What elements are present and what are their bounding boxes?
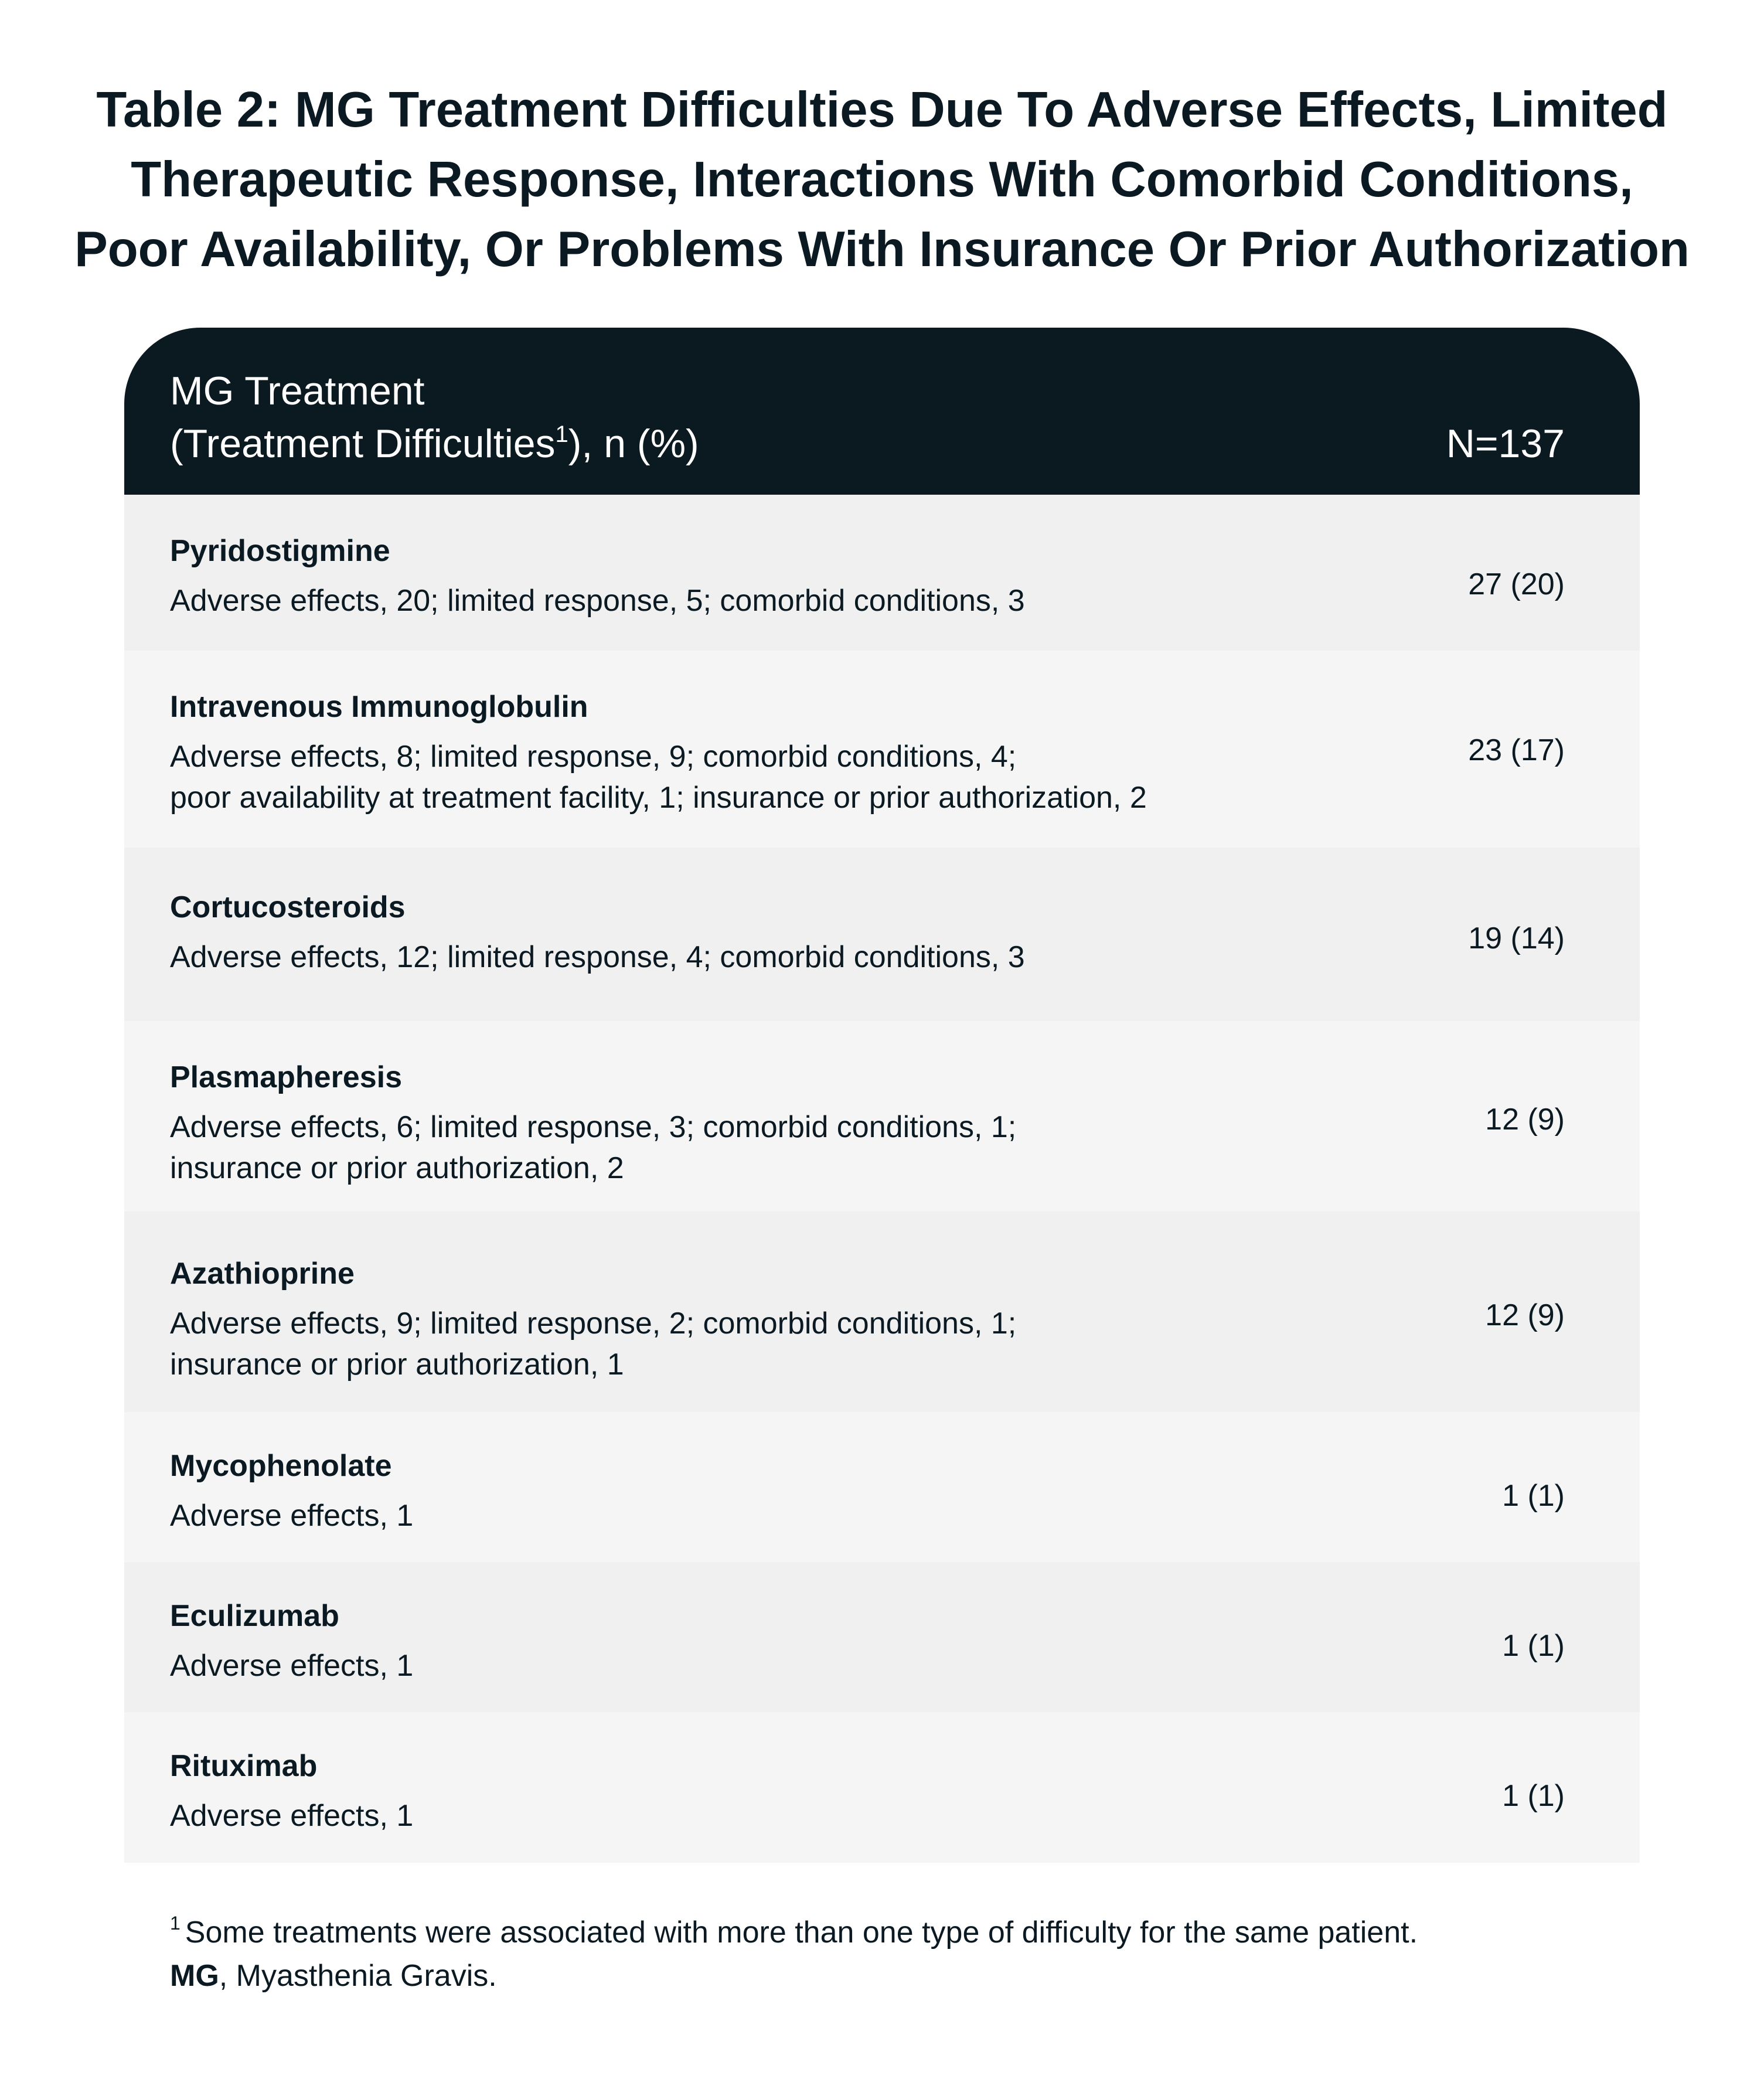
drug-name: Eculizumab bbox=[170, 1599, 339, 1633]
abbreviation-definition: , Myasthenia Gravis. bbox=[219, 1959, 497, 1993]
difficulty-description bbox=[170, 1303, 1312, 1385]
drug-name: Rituximab bbox=[170, 1749, 318, 1783]
difficulty-description bbox=[170, 1645, 1312, 1686]
drug-name: Intravenous Immunoglobulin bbox=[170, 690, 588, 724]
treatment-table bbox=[124, 328, 1640, 1863]
difficulty-description bbox=[170, 937, 1312, 978]
table-row bbox=[124, 1412, 1640, 1562]
description-line: Adverse effects, 12; limited response, 4; comorbid conditions, 3 bbox=[170, 940, 1025, 974]
drug-name: Mycophenolate bbox=[170, 1449, 392, 1483]
table-row bbox=[124, 651, 1640, 848]
count-percent: 12 (9) bbox=[1485, 1298, 1565, 1332]
abbreviation-term: MG bbox=[170, 1959, 219, 1993]
description-line: Adverse effects, 6; limited response, 3; comorbid conditions, 1; bbox=[170, 1110, 1017, 1144]
count-percent: 12 (9) bbox=[1485, 1103, 1565, 1137]
description-line: Adverse effects, 1 bbox=[170, 1499, 414, 1533]
description-line: Adverse effects, 9; limited response, 2; comorbid conditions, 1; bbox=[170, 1307, 1017, 1341]
difficulty-description bbox=[170, 1495, 1312, 1536]
difficulty-description bbox=[170, 1107, 1312, 1189]
table-footnote bbox=[170, 1911, 1418, 1998]
table-row bbox=[124, 1212, 1640, 1412]
title-line: Table 2: MG Treatment Difficulties Due To Adverse Effects, Limited bbox=[96, 82, 1668, 138]
title-line: Poor Availability, Or Problems With Insurance Or Prior Authorization bbox=[74, 222, 1690, 277]
drug-name: Cortucosteroids bbox=[170, 890, 406, 924]
count-percent: 19 (14) bbox=[1468, 921, 1565, 955]
count-percent: 1 (1) bbox=[1502, 1479, 1565, 1513]
count-percent: 1 (1) bbox=[1502, 1629, 1565, 1663]
description-line: Adverse effects, 20; limited response, 5; comorbid conditions, 3 bbox=[170, 584, 1025, 618]
footnote-line bbox=[170, 1911, 1418, 1954]
abbreviation-line bbox=[170, 1954, 1418, 1998]
description-line: insurance or prior authorization, 2 bbox=[170, 1151, 624, 1185]
table-row bbox=[124, 848, 1640, 1021]
footnote-marker: 1 bbox=[170, 1913, 181, 1934]
table-row bbox=[124, 1021, 1640, 1212]
header-label-prefix: (Treatment Difficulties bbox=[170, 421, 556, 466]
drug-name: Pyridostigmine bbox=[170, 534, 390, 568]
description-line: poor availability at treatment facility, 1; insurance or prior authorization, 2 bbox=[170, 781, 1147, 815]
difficulty-description bbox=[170, 1795, 1312, 1836]
count-percent: 1 (1) bbox=[1502, 1779, 1565, 1813]
description-line: Adverse effects, 1 bbox=[170, 1799, 414, 1833]
header-label-line2 bbox=[170, 419, 699, 468]
difficulty-description bbox=[170, 580, 1312, 621]
table-row bbox=[124, 1712, 1640, 1863]
header-label-suffix: ), n (%) bbox=[568, 421, 699, 466]
description-line: insurance or prior authorization, 1 bbox=[170, 1348, 624, 1382]
footnote-text: Some treatments were associated with more than one type of difficulty for the same patient. bbox=[185, 1916, 1418, 1949]
header-footnote-marker: 1 bbox=[555, 421, 568, 447]
drug-name: Azathioprine bbox=[170, 1257, 355, 1291]
table-title bbox=[35, 75, 1729, 284]
drug-name: Plasmapheresis bbox=[170, 1060, 403, 1094]
table-row bbox=[124, 1562, 1640, 1712]
header-n-total: N=137 bbox=[1446, 421, 1565, 466]
description-line: Adverse effects, 1 bbox=[170, 1649, 414, 1683]
header-label-line1: MG Treatment bbox=[170, 369, 425, 413]
table-row bbox=[124, 495, 1640, 651]
title-line: Therapeutic Response, Interactions With Comorbid Conditions, bbox=[131, 152, 1633, 207]
description-line: Adverse effects, 8; limited response, 9; comorbid conditions, 4; bbox=[170, 740, 1017, 774]
count-percent: 23 (17) bbox=[1468, 733, 1565, 767]
table-header bbox=[124, 328, 1640, 495]
difficulty-description bbox=[170, 736, 1312, 818]
count-percent: 27 (20) bbox=[1468, 567, 1565, 601]
